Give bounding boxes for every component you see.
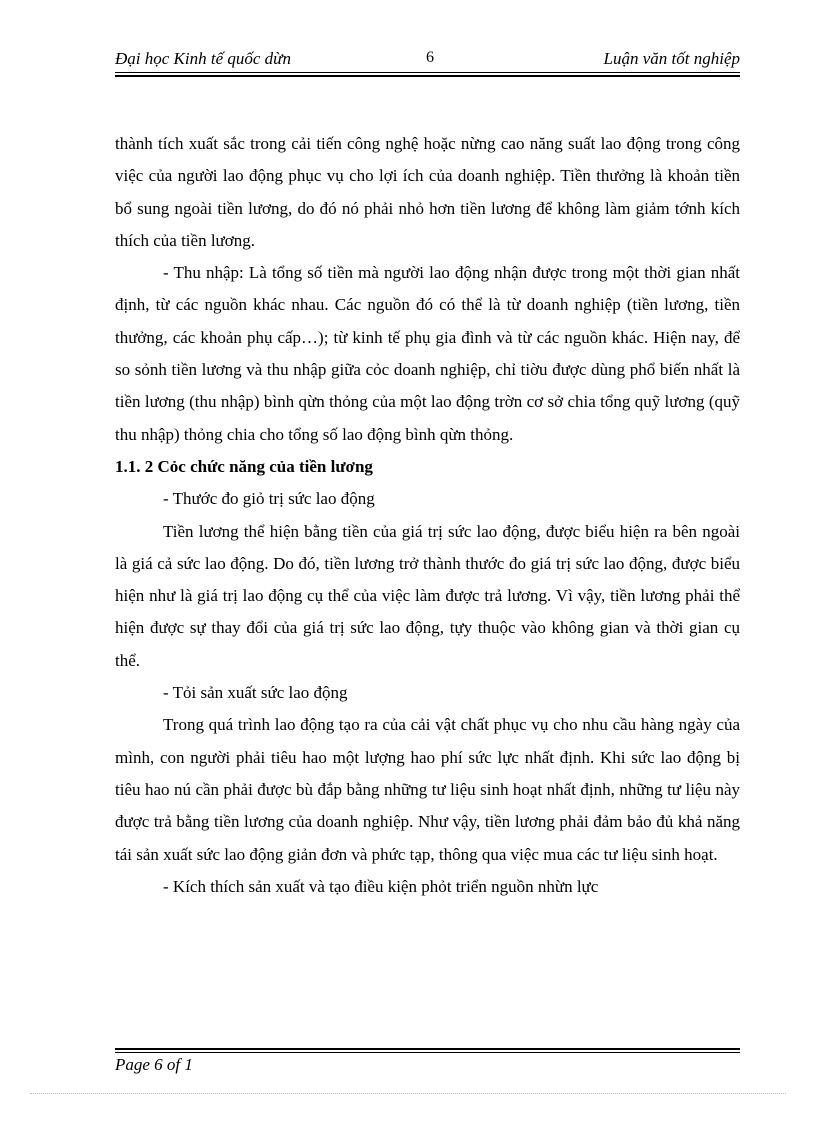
footer-rule-thin [115,1052,740,1053]
page-bottom-dotted-border [30,1093,786,1094]
header-page-number: 6 [426,49,434,66]
header-institution: Đại học Kinh tế quốc dừn [115,49,291,68]
section-heading: 1.1. 2 Cỏc chức năng của tiền lương [115,456,373,476]
paragraph: thành tích xuất sắc trong cải tiến công nghệ hoặc nừng cao năng suất lao động trong công việc của người lao động phục vụ cho lợi ích của doanh nghiệp. Tiền thưởng là khoản tiền bổ sung ngoài tiền lương, do đó nó phải nhỏ hơn tiền lương để không làm giảm tớnh kích thích của tiền lương. [115,134,740,250]
header-document-type: Luận văn tốt nghiệp [603,49,740,68]
footer-rule-thick [115,1048,740,1050]
page-header [115,47,740,73]
subheading: - Kích thích sản xuất và tạo điều kiện phỏt triển nguồn nhừn lực [163,876,599,896]
header-rule-thick [115,75,740,77]
header-rule-thin [115,72,740,73]
paragraph: - Thu nhập: Là tổng số tiền mà người lao động nhận được trong một thời gian nhất định, từ các nguồn khác nhau. Các nguồn đó có thể là từ doanh nghiệp (tiền lương, tiền thưởng, các khoản phụ cấp…); từ kinh tế phụ gia đình và từ các nguồn khác. Hiện nay, để so sỏnh tiền lương và thu nhập giữa cỏc doanh nghiệp, chỉ tiờu được dùng phổ biến nhất là tiền lương (thu nhập) bình qừn thỏng của một lao động trờn cơ sở chia tổng quỹ lương (quỹ thu nhập) thỏng chia cho tổng số lao động bình qừn thỏng. [115,263,740,444]
page-body [115,128,740,903]
subheading: - Tỏi sản xuất sức lao động [163,683,348,703]
subheading: - Thước đo giỏ trị sức lao động [163,489,375,509]
paragraph: Trong quá trình lao động tạo ra của cải vật chất phục vụ cho nhu cầu hàng ngày của mình, con người phải tiêu hao một lượng hao phí sức lực nhất định. Khi sức lao động bị tiêu hao nú cần phải được bù đắp bằng những tư liệu sinh hoạt nhất định, những tư liệu này được trả bằng tiền lương của doanh nghiệp. Như vậy, tiền lương phải đảm bảo đủ khả năng tái sản xuất sức lao động giản đơn và phức tạp, thông qua việc mua các tư liệu sinh hoạt. [115,715,740,864]
paragraph: Tiền lương thể hiện bằng tiền của giá trị sức lao động, được biểu hiện ra bên ngoài là giá cả sức lao động. Do đó, tiền lương trở thành thước đo giá trị sức lao động, được biểu hiện như là giá trị lao động cụ thể của việc làm được trả lương. Vì vậy, tiền lương phải thể hiện được sự thay đổi của giá trị sức lao động, tựy thuộc vào không gian và thời gian cụ thể. [115,521,740,670]
page-footer: Page 6 of 1 [115,1055,193,1074]
